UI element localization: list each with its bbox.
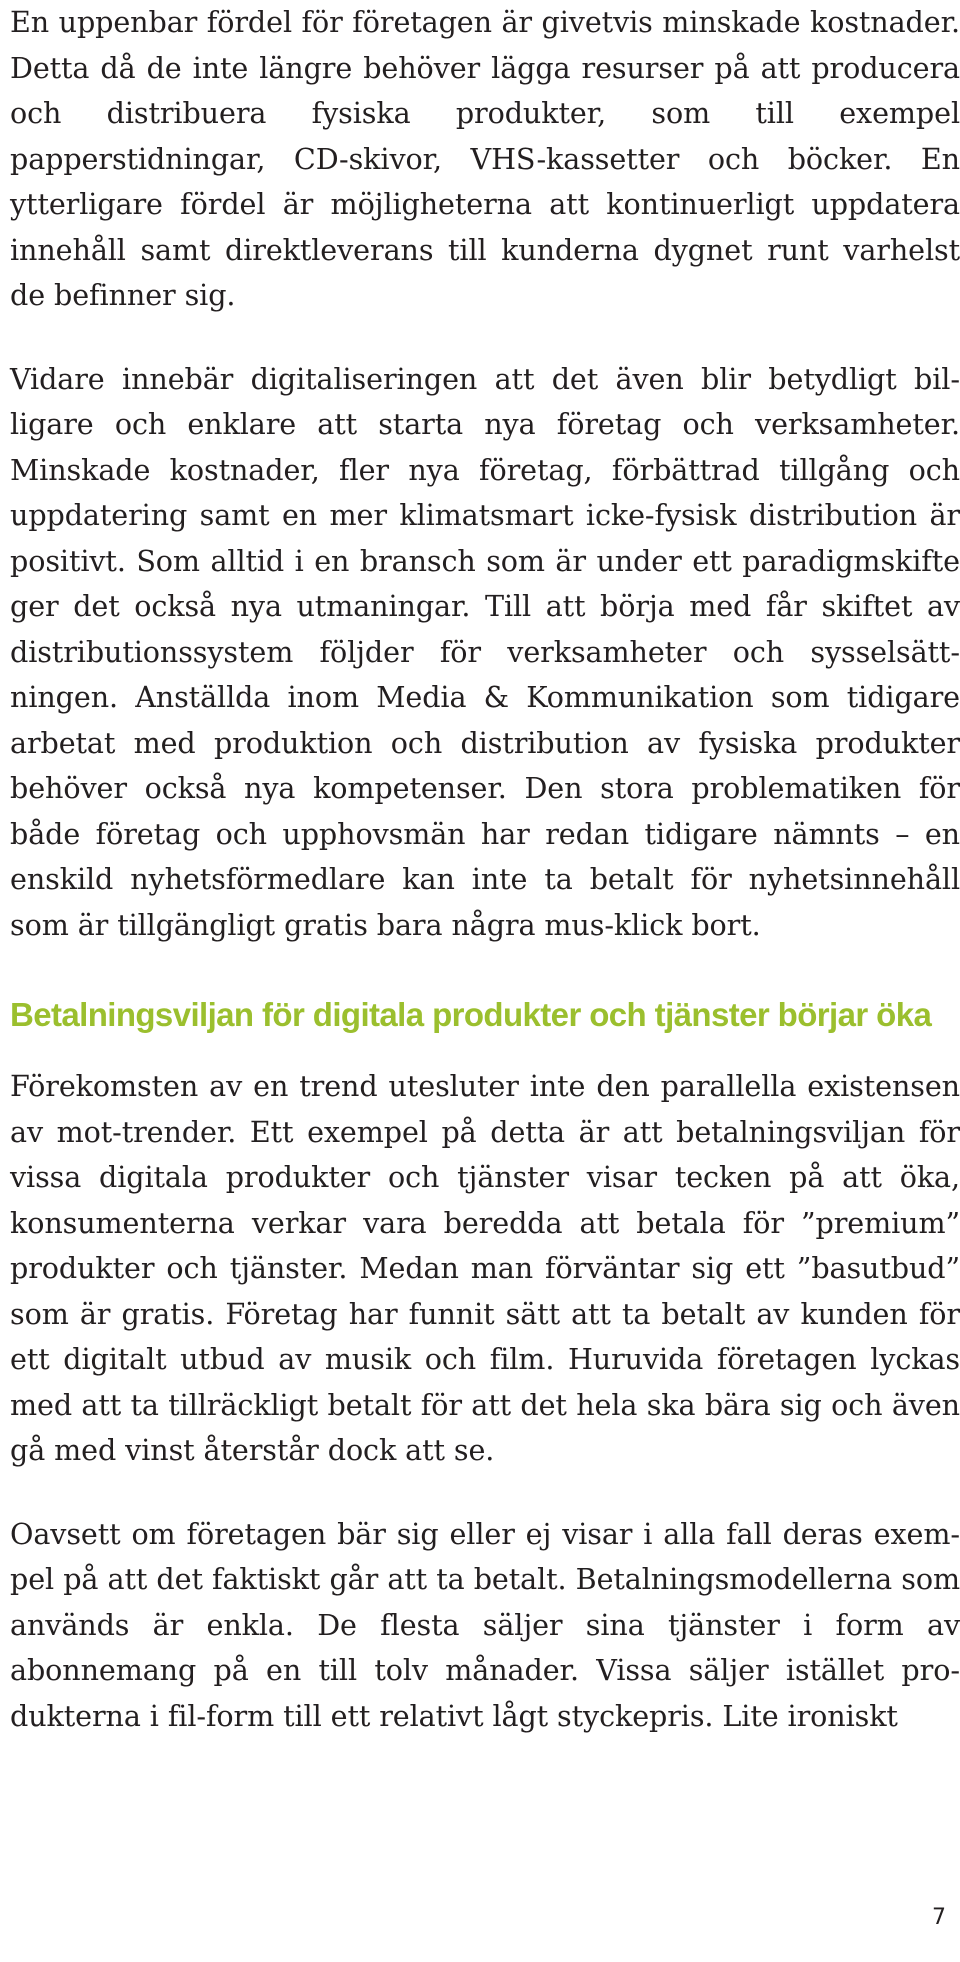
section-paragraph-1: Förekomsten av en trend utesluter inte den parallella existensen av mot-trender. Ett exempel på detta är att betalningsviljan för vissa digitala produkter och tjänster visar tecken på att öka, konsumenterna verkar vara beredda att betala för ”premium” produkter och tjänster. Medan man förväntar sig ett ”basutbud” som är gratis. Företag har funnit sätt att ta betalt av kunden för ett digitalt utbud av musik och film. Huruvida företagen lyckas med att ta tillräckligt betalt för att det hela ska bära sig och även gå med vinst återstår dock att se. [10, 1069, 960, 1467]
document-page [10, 0, 960, 1739]
body-paragraph-2: Vidare innebär digitaliseringen att det även blir betydligt billigare och enklare att starta nya företag och verksamheter. Minskade kostnader, fler nya företag, förbättrad tillgång och uppdatering samt en mer klimatsmart icke-fysisk distribution är positivt. Som alltid i en bransch som är under ett paradigmskifte ger det också nya utmaningar. Till att börja med får skiftet av distributionssystem följder för verksamheter och sysselsättningen. Anställda inom Media & Kommunikation som tidigare arbetat med produktion och distribution av fysiska produkter behöver också nya kompetenser. Den stora problematiken för både företag och upphovsmän har redan tidigare nämnts – en enskild nyhetsförmedlare kan inte ta betalt för nyhetsinnehåll som är tillgängligt gratis bara några mus-klick bort. [10, 361, 960, 942]
body-paragraph-1: En uppenbar fördel för företagen är givetvis minskade kostnader. Detta då de inte längre behöver lägga resurser på att producera och distribuera fysiska produkter, som till exempel papperstidningar, CD-skivor, VHS-kassetter och böcker. En ytterligare fördel är möjligheterna att kontinuerligt uppdatera innehåll samt direktleverans till kunderna dygnet runt varhelst de befinner sig. [10, 5, 960, 312]
page-number: 7 [932, 1905, 946, 1930]
section-paragraph-2: Oavsett om företagen bär sig eller ej visar i alla fall deras exempel på att det faktiskt går att ta betalt. Betalningsmodellerna som används är enkla. De flesta säljer sina tjänster i form av abonnemang på en till tolv månader. Vissa säljer istället produkterna i fil-form till ett relativt lågt styckepris. Lite ironiskt [10, 1516, 960, 1733]
section-heading: Betalningsviljan för digitala produkter och tjänster börjar öka [10, 996, 932, 1033]
